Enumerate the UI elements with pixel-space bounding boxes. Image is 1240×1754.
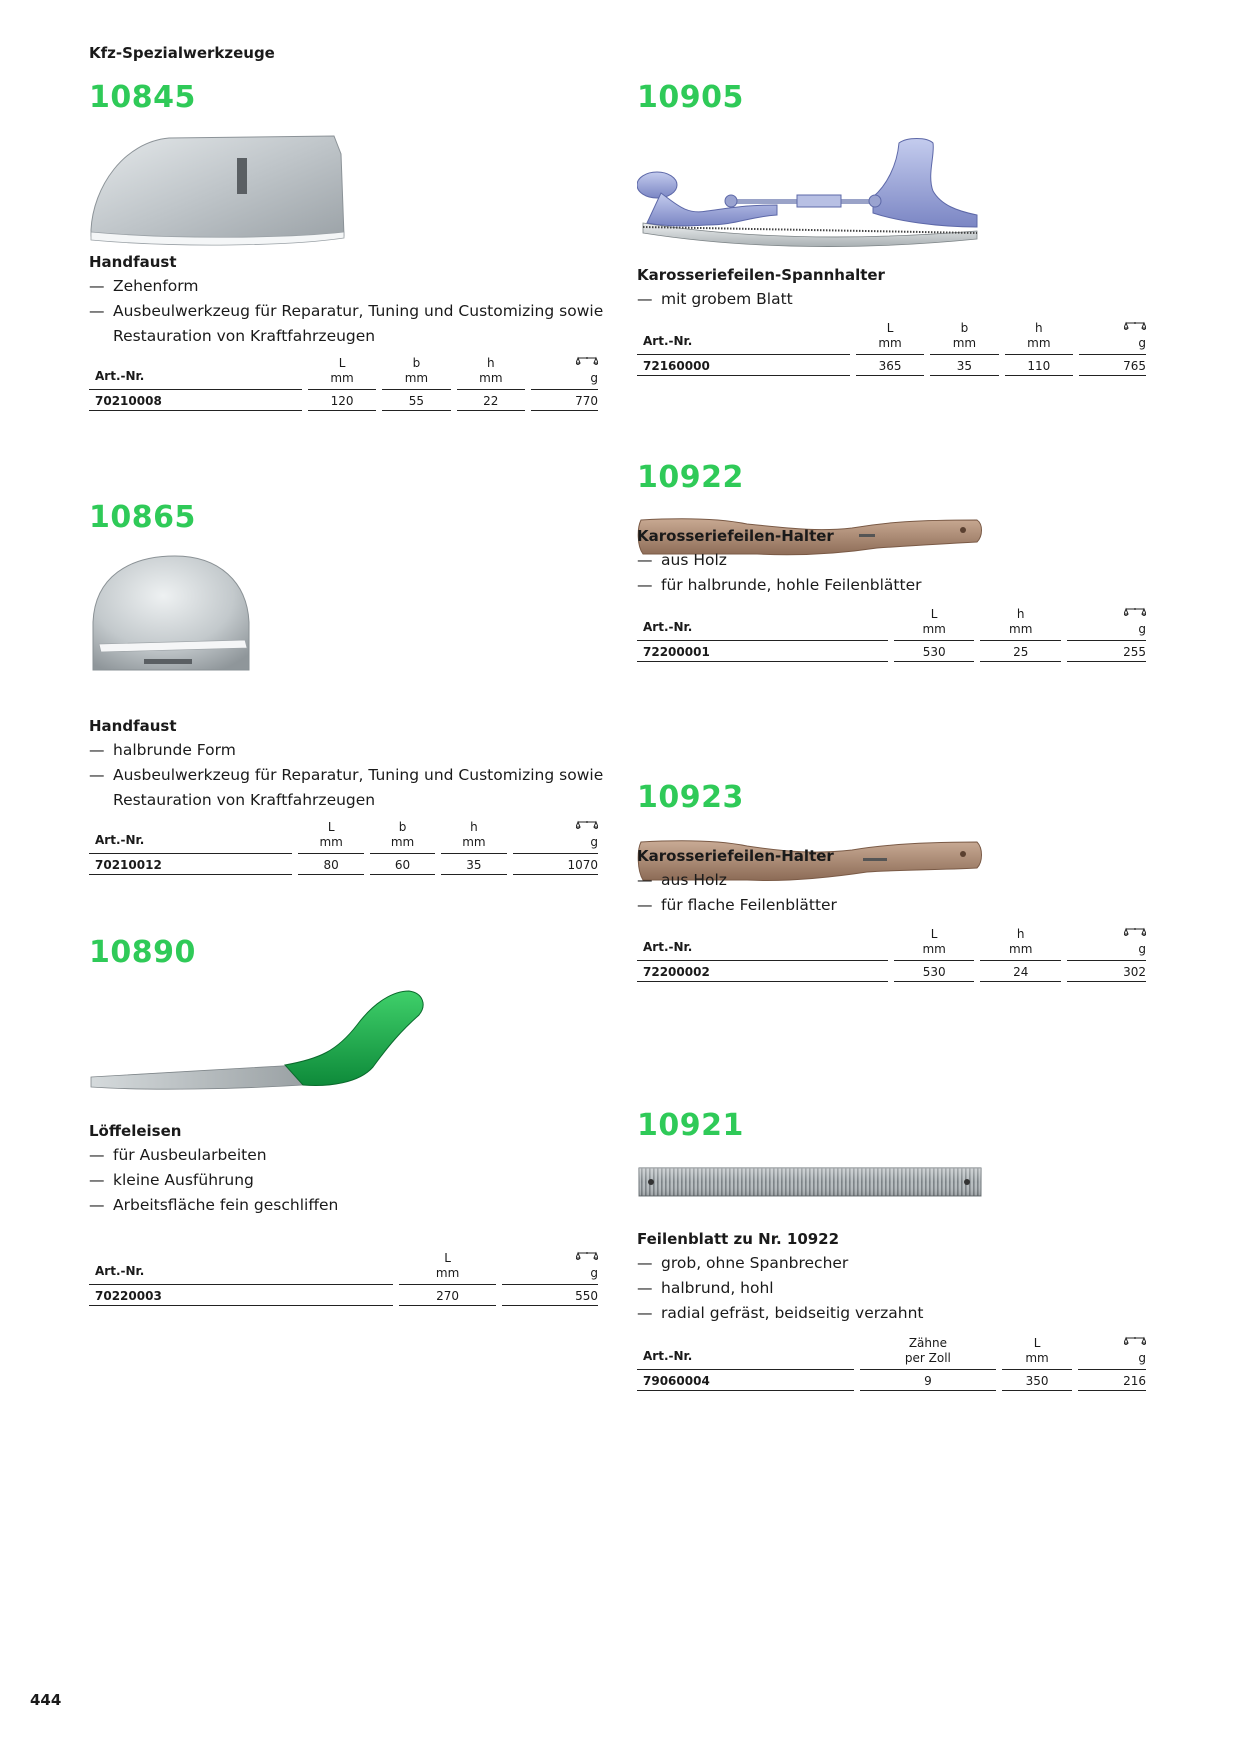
spec-table [631,1336,1152,1391]
dash-bullet: — [637,871,653,889]
table-row [89,1285,598,1306]
value-cell: 22 [457,390,525,411]
feature-text: grob, ohne Spanbrecher [661,1254,849,1272]
dash-bullet: — [89,1146,105,1164]
art-nr-cell: 72200001 [637,641,888,662]
value-cell: 120 [308,390,376,411]
feature-text: radial gefräst, beidseitig verzahnt [661,1304,924,1322]
column-unit: mm [878,336,902,350]
art-nr-cell: 70210012 [89,854,292,875]
spec-table [631,927,1152,982]
feature-item [89,763,610,813]
feature-text: Ausbeulwerkzeug für Reparatur, Tuning und Customizing sowie Restauration von Kraftfahrzeugen [113,766,604,809]
weight-unit: g [590,1266,598,1280]
column-unit: mm [404,371,429,385]
scale-icon [1079,321,1146,336]
weight-unit: g [1138,942,1146,956]
value-cell: 365 [856,355,924,376]
product-image-round-dolly [89,552,253,682]
feature-text: für Ausbeularbeiten [113,1146,267,1164]
spec-table [83,1251,604,1306]
column-unit: mm [435,1266,460,1280]
column-unit: mm [319,835,343,849]
dash-bullet: — [637,1254,653,1272]
column-unit: mm [1009,942,1033,956]
column-header [457,356,525,390]
value-cell: 270 [399,1285,497,1306]
column-header [930,321,998,355]
feature-text: für halbrunde, hohle Feilenblätter [661,576,922,594]
dash-bullet: — [89,741,105,759]
value-cell: 24 [980,961,1061,982]
weight-cell: 216 [1078,1370,1146,1391]
scale-icon [1078,1336,1146,1351]
product-image-spoon-iron [89,987,435,1097]
table-row [89,854,598,875]
feature-list [89,738,610,813]
art-nr-cell: 79060004 [637,1370,854,1391]
feature-list [89,1143,338,1218]
column-label: Zähne [908,1336,947,1350]
weight-header [531,356,598,390]
dash-bullet: — [637,1279,653,1297]
scale-icon [1067,927,1146,942]
product-name: Löffeleisen [89,1122,182,1140]
feature-item [89,738,610,763]
column-header [1002,1336,1072,1370]
dash-bullet: — [89,1171,105,1189]
table-row [637,641,1146,662]
weight-unit: g [1138,1351,1146,1365]
feature-item [89,1193,338,1218]
dash-bullet: — [637,896,653,914]
column-header [980,607,1061,641]
feature-text: Ausbeulwerkzeug für Reparatur, Tuning und Customizing sowie Restauration von Kraftfahrzeugen [113,302,604,345]
weight-header [502,1251,598,1285]
product-number: 10923 [637,780,744,815]
product-image-toe-dolly [89,132,349,248]
column-label: h [1016,607,1025,621]
product-name: Feilenblatt zu Nr. 10922 [637,1230,840,1248]
column-header [860,1336,997,1370]
feature-item [89,1143,338,1168]
weight-unit: g [590,835,598,849]
product-number: 10922 [637,460,744,495]
column-header [370,820,435,854]
spec-table [83,820,604,875]
weight-header [513,820,598,854]
product-name: Karosseriefeilen-Halter [637,847,834,865]
scale-icon [1067,607,1146,622]
column-unit: mm [922,942,946,956]
weight-cell: 302 [1067,961,1146,982]
column-label: b [412,356,421,370]
art-nr-header: Art.-Nr. [89,1251,393,1285]
column-unit: mm [1027,336,1051,350]
value-cell: 35 [441,854,506,875]
column-label: b [398,820,407,834]
product-number: 10890 [89,935,196,970]
feature-item [637,1301,924,1326]
feature-list [637,548,921,598]
art-nr-header: Art.-Nr. [637,1336,854,1370]
column-header [894,927,975,961]
column-header [980,927,1061,961]
column-unit: mm [1009,622,1033,636]
weight-header [1078,1336,1146,1370]
column-label: h [470,820,478,834]
art-nr-cell: 70210008 [89,390,302,411]
column-label: L [1033,1336,1041,1350]
table-row [637,961,1146,982]
value-cell: 55 [382,390,450,411]
product-name: Handfaust [89,253,177,271]
column-label: L [930,607,938,621]
product-name: Karosseriefeilen-Spannhalter [637,266,885,284]
weight-cell: 255 [1067,641,1146,662]
feature-text: aus Holz [661,551,727,569]
product-name: Handfaust [89,717,177,735]
feature-text: halbrund, hohl [661,1279,774,1297]
art-nr-header: Art.-Nr. [89,356,302,390]
feature-item [89,299,610,349]
feature-item [637,287,793,312]
feature-text: halbrunde Form [113,741,236,759]
column-label: L [886,321,894,335]
value-cell: 60 [370,854,435,875]
product-image-file-holder [637,135,983,253]
weight-unit: g [590,371,598,385]
column-label: b [960,321,969,335]
scale-icon [531,356,598,371]
column-header [308,356,376,390]
column-unit: mm [330,371,354,385]
column-label: L [444,1251,451,1265]
feature-list [637,868,837,918]
weight-cell: 770 [531,390,598,411]
feature-item [637,1251,924,1276]
feature-list [637,287,793,312]
column-label: L [338,356,346,370]
product-name: Karosseriefeilen-Halter [637,527,834,545]
art-nr-header: Art.-Nr. [637,607,888,641]
feature-text: kleine Ausführung [113,1171,254,1189]
product-number: 10845 [89,80,196,115]
column-header [1005,321,1073,355]
spec-table [83,356,604,411]
value-cell: 9 [860,1370,997,1391]
column-label: h [487,356,495,370]
feature-item [637,548,921,573]
page-number: 444 [30,1691,62,1709]
column-unit: per Zoll [904,1351,951,1365]
value-cell: 530 [894,641,975,662]
column-header [894,607,975,641]
table-row [89,390,598,411]
section-title: Kfz-Spezialwerkzeuge [89,44,275,62]
column-unit: mm [390,835,415,849]
feature-text: aus Holz [661,871,727,889]
dash-bullet: — [637,1304,653,1322]
value-cell: 530 [894,961,975,982]
weight-header [1067,927,1146,961]
dash-bullet: — [637,290,653,308]
column-header [856,321,924,355]
product-image-file-blade [637,1166,983,1198]
table-row [637,355,1146,376]
dash-bullet: — [637,551,653,569]
column-label: h [1016,927,1025,941]
weight-cell: 550 [502,1285,598,1306]
column-unit: mm [922,622,946,636]
weight-header [1067,607,1146,641]
feature-list [89,274,610,349]
spec-table [631,321,1152,376]
value-cell: 350 [1002,1370,1072,1391]
product-number: 10865 [89,500,196,535]
feature-list [637,1251,924,1326]
spec-table [631,607,1152,662]
value-cell: 25 [980,641,1061,662]
table-row [637,1370,1146,1391]
value-cell: 110 [1005,355,1073,376]
weight-unit: g [1138,336,1146,350]
column-header [298,820,363,854]
column-unit: mm [952,336,977,350]
weight-unit: g [1138,622,1146,636]
feature-item [637,893,837,918]
art-nr-cell: 70220003 [89,1285,393,1306]
dash-bullet: — [89,766,105,784]
column-label: L [327,820,335,834]
column-unit: mm [1025,1351,1049,1365]
product-number: 10905 [637,80,744,115]
weight-cell: 1070 [513,854,598,875]
feature-item [89,1168,338,1193]
weight-header [1079,321,1146,355]
scale-icon [502,1251,598,1266]
product-number: 10921 [637,1108,744,1143]
feature-item [637,868,837,893]
value-cell: 35 [930,355,998,376]
column-label: L [930,927,938,941]
dash-bullet: — [89,302,105,320]
feature-item [637,573,921,598]
feature-text: mit grobem Blatt [661,290,793,308]
column-unit: mm [479,371,503,385]
art-nr-cell: 72200002 [637,961,888,982]
dash-bullet: — [637,576,653,594]
art-nr-header: Art.-Nr. [637,321,850,355]
scale-icon [513,820,598,835]
feature-text: für flache Feilenblätter [661,896,837,914]
dash-bullet: — [89,1196,105,1214]
art-nr-cell: 72160000 [637,355,850,376]
column-header [382,356,450,390]
column-unit: mm [462,835,486,849]
column-label: h [1035,321,1043,335]
art-nr-header: Art.-Nr. [89,820,292,854]
column-header [441,820,506,854]
value-cell: 80 [298,854,363,875]
feature-item [637,1276,924,1301]
feature-item [89,274,610,299]
feature-text: Zehenform [113,277,199,295]
feature-text: Arbeitsfläche fein geschliffen [113,1196,339,1214]
art-nr-header: Art.-Nr. [637,927,888,961]
weight-cell: 765 [1079,355,1146,376]
column-header [399,1251,497,1285]
dash-bullet: — [89,277,105,295]
